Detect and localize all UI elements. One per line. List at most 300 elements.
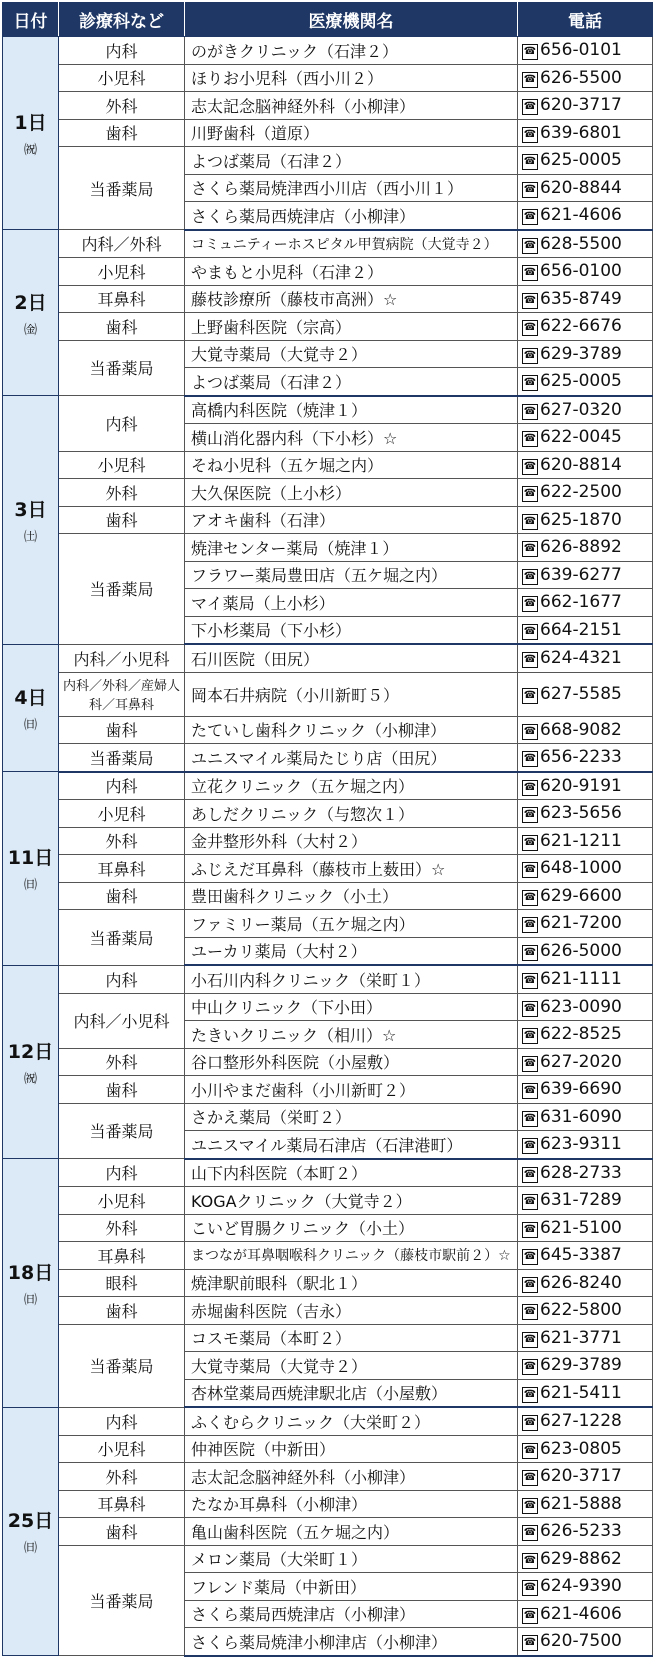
telephone-icon: ☎: [522, 1470, 538, 1486]
telephone-icon: ☎: [522, 99, 538, 115]
institution-cell: さくら薬局西焼津店（小柳津）: [185, 1600, 518, 1628]
telephone-number: 624-9390: [540, 1576, 622, 1597]
table-row: [3, 1159, 653, 1187]
date-day: 1日: [14, 112, 47, 134]
telephone-cell: [518, 937, 653, 965]
telephone-number: 622-6676: [540, 316, 622, 337]
telephone-cell: [518, 1297, 653, 1325]
telephone-cell: [518, 616, 653, 644]
telephone-icon: ☎: [522, 1028, 538, 1044]
department-cell: 内科／小児科: [59, 993, 185, 1048]
table-row: [3, 772, 653, 800]
table-row: [3, 672, 653, 716]
telephone-number: 620-8814: [540, 454, 622, 475]
department-cell: 歯科: [59, 119, 185, 147]
institution-cell: 大覚寺薬局（大覚寺２）: [185, 340, 518, 368]
institution-cell: フレンド薬局（中新田）: [185, 1573, 518, 1601]
telephone-icon: ☎: [522, 1056, 538, 1072]
date-day: 18日: [7, 1261, 54, 1284]
department-cell: 当番薬局: [59, 744, 185, 772]
telephone-number: 629-8862: [540, 1548, 622, 1569]
department-cell: 小児科: [59, 258, 185, 286]
telephone-number: 664-2151: [540, 619, 622, 640]
telephone-cell: [518, 716, 653, 744]
telephone-cell: [518, 1628, 653, 1656]
date-weekday: ㈯: [23, 529, 37, 545]
department-cell: 小児科: [59, 1435, 185, 1463]
telephone-icon: ☎: [522, 835, 538, 851]
telephone-number: 629-3789: [540, 1355, 622, 1376]
telephone-cell: [518, 827, 653, 855]
telephone-cell: [518, 672, 653, 716]
table-row: [3, 451, 653, 479]
telephone-cell: [518, 340, 653, 368]
telephone-cell: [518, 285, 653, 313]
telephone-icon: ☎: [522, 1498, 538, 1514]
institution-cell: 志太記念脳神経外科（小柳津）: [185, 92, 518, 120]
telephone-number: 626-5233: [540, 1521, 622, 1542]
telephone-cell: [518, 589, 653, 617]
telephone-cell: [518, 1269, 653, 1297]
telephone-cell: [518, 1159, 653, 1187]
telephone-cell: [518, 1545, 653, 1573]
institution-cell: 杏林堂薬局西焼津駅北店（小屋敷）: [185, 1379, 518, 1407]
telephone-number: 621-3771: [540, 1327, 622, 1348]
table-row: [3, 1187, 653, 1215]
telephone-icon: ☎: [522, 1608, 538, 1624]
table-row: [3, 1324, 653, 1352]
table-row: [3, 1435, 653, 1463]
telephone-number: 622-8525: [540, 1024, 622, 1045]
table-row: [3, 1463, 653, 1491]
institution-cell: ふじえだ耳鼻科（藤枝市上薮田）☆: [185, 855, 518, 883]
table-row: [3, 119, 653, 147]
table-row: [3, 1297, 653, 1325]
telephone-number: 624-4321: [540, 648, 622, 669]
table-row: [3, 744, 653, 772]
telephone-icon: ☎: [522, 751, 538, 767]
telephone-icon: ☎: [522, 1001, 538, 1017]
department-cell: 当番薬局: [59, 1545, 185, 1656]
telephone-icon: ☎: [522, 917, 538, 933]
telephone-number: 623-5656: [540, 803, 622, 824]
telephone-number: 656-2233: [540, 747, 622, 768]
telephone-number: 625-1870: [540, 509, 622, 530]
telephone-icon: ☎: [522, 375, 538, 391]
telephone-cell: [518, 855, 653, 883]
institution-cell: そね小児科（五ケ堀之内）: [185, 451, 518, 479]
table-row: [3, 1269, 653, 1297]
table-row: [3, 534, 653, 562]
department-cell: 耳鼻科: [59, 285, 185, 313]
date-day: 2日: [14, 291, 47, 314]
date-cell: [3, 230, 59, 396]
telephone-number: 621-5100: [540, 1217, 622, 1238]
telephone-icon: ☎: [522, 1635, 538, 1651]
department-cell: 当番薬局: [59, 340, 185, 396]
institution-cell: 高橋内科医院（焼津１）: [185, 396, 518, 424]
institution-cell: 山下内科医院（本町２）: [185, 1159, 518, 1187]
schedule-body: [3, 37, 653, 1656]
telephone-cell: [518, 479, 653, 507]
telephone-icon: ☎: [522, 1194, 538, 1210]
date-day: 4日: [14, 686, 47, 709]
table-row: [3, 965, 653, 993]
telephone-icon: ☎: [522, 182, 538, 198]
telephone-cell: [518, 202, 653, 230]
telephone-number: 631-6090: [540, 1106, 622, 1127]
institution-cell: コミュニティーホスピタル甲賀病院（大覚寺２）: [185, 230, 518, 258]
telephone-cell: [518, 534, 653, 562]
institution-cell: 豊田歯科クリニック（小土）: [185, 882, 518, 910]
telephone-icon: ☎: [522, 486, 538, 502]
department-cell: 耳鼻科: [59, 855, 185, 883]
telephone-icon: ☎: [522, 44, 538, 60]
telephone-cell: [518, 882, 653, 910]
telephone-icon: ☎: [522, 1111, 538, 1127]
telephone-cell: [518, 506, 653, 534]
department-cell: 小児科: [59, 451, 185, 479]
telephone-cell: [518, 1048, 653, 1076]
telephone-number: 639-6801: [540, 122, 622, 143]
telephone-number: 625-0005: [540, 150, 622, 171]
telephone-cell: [518, 1242, 653, 1270]
telephone-number: 625-0005: [540, 371, 622, 392]
table-row: [3, 1214, 653, 1242]
telephone-number: 627-5585: [540, 684, 622, 704]
telephone-number: 648-1000: [540, 858, 622, 879]
department-cell: 歯科: [59, 716, 185, 744]
table-row: [3, 340, 653, 368]
institution-cell: 焼津センター薬局（焼津１）: [185, 534, 518, 562]
table-row: [3, 313, 653, 341]
institution-cell: 小石川内科クリニック（栄町１）: [185, 965, 518, 993]
telephone-number: 635-8749: [540, 288, 622, 309]
institution-cell: 藤枝診療所（藤枝市高洲）☆: [185, 285, 518, 313]
telephone-icon: ☎: [522, 127, 538, 143]
date-weekday: ㈷: [23, 143, 37, 158]
telephone-icon: ☎: [522, 1415, 538, 1431]
table-row: [3, 1242, 653, 1270]
telephone-number: 620-3717: [540, 95, 622, 116]
institution-cell: さくら薬局焼津西小川店（西小川１）: [185, 174, 518, 202]
department-cell: 内科: [59, 396, 185, 452]
department-cell: 歯科: [59, 313, 185, 341]
telephone-number: 627-2020: [540, 1051, 622, 1072]
institution-cell: よつば薬局（石津２）: [185, 368, 518, 396]
telephone-cell: [518, 424, 653, 452]
telephone-cell: [518, 1407, 653, 1435]
header-date: 日付: [3, 3, 59, 37]
telephone-icon: ☎: [522, 624, 538, 640]
telephone-number: 623-9311: [540, 1134, 622, 1155]
telephone-cell: [518, 313, 653, 341]
department-cell: 当番薬局: [59, 534, 185, 645]
institution-cell: ほりお小児科（西小川２）: [185, 64, 518, 92]
institution-cell: ふくむらクリニック（大栄町２）: [185, 1407, 518, 1435]
institution-cell: 小川やまだ歯科（小川新町２）: [185, 1076, 518, 1104]
department-cell: 内科: [59, 1407, 185, 1435]
telephone-cell: [518, 1518, 653, 1546]
department-cell: 内科／小児科: [59, 644, 185, 672]
telephone-number: 621-1111: [540, 969, 622, 990]
telephone-icon: ☎: [522, 1387, 538, 1403]
telephone-icon: ☎: [522, 154, 538, 170]
institution-cell: マイ薬局（上小杉）: [185, 589, 518, 617]
table-row: [3, 827, 653, 855]
telephone-cell: [518, 1490, 653, 1518]
table-row: [3, 1076, 653, 1104]
department-cell: 外科: [59, 1463, 185, 1491]
table-row: [3, 285, 653, 313]
table-row: [3, 644, 653, 672]
institution-cell: 川野歯科（道原）: [185, 119, 518, 147]
telephone-icon: ☎: [522, 807, 538, 823]
table-row: [3, 1048, 653, 1076]
institution-cell: 立花クリニック（五ケ堀之内）: [185, 772, 518, 800]
header-dept: 診療科など: [59, 3, 185, 37]
date-weekday: ㈰: [23, 1541, 37, 1557]
telephone-number: 621-5411: [540, 1382, 622, 1403]
date-cell: [3, 772, 59, 966]
telephone-number: 668-9082: [540, 719, 622, 740]
department-cell: 耳鼻科: [59, 1490, 185, 1518]
telephone-icon: ☎: [522, 945, 538, 961]
telephone-cell: [518, 1103, 653, 1131]
telephone-icon: ☎: [522, 724, 538, 740]
telephone-cell: [518, 258, 653, 286]
date-cell: [3, 1159, 59, 1408]
telephone-cell: [518, 993, 653, 1021]
institution-cell: 大覚寺薬局（大覚寺２）: [185, 1352, 518, 1380]
department-cell: 内科／外科／産婦人科／耳鼻科: [59, 672, 185, 716]
department-cell: 耳鼻科: [59, 1242, 185, 1270]
date-cell: [3, 396, 59, 645]
table-row: [3, 396, 653, 424]
table-row: [3, 1518, 653, 1546]
institution-cell: さかえ薬局（栄町２）: [185, 1103, 518, 1131]
department-cell: 内科: [59, 37, 185, 65]
telephone-cell: [518, 561, 653, 589]
telephone-cell: [518, 800, 653, 828]
telephone-cell: [518, 1435, 653, 1463]
telephone-number: 622-0045: [540, 427, 622, 448]
telephone-cell: [518, 1131, 653, 1159]
institution-cell: 大久保医院（上小杉）: [185, 479, 518, 507]
telephone-icon: ☎: [522, 1304, 538, 1320]
telephone-number: 620-8844: [540, 177, 622, 198]
date-weekday: ㈰: [23, 717, 37, 733]
institution-cell: 赤堀歯科医院（吉永）: [185, 1297, 518, 1325]
telephone-cell: [518, 1021, 653, 1049]
telephone-number: 626-8240: [540, 1272, 622, 1293]
telephone-icon: ☎: [522, 265, 538, 281]
institution-cell: 横山消化器内科（下小杉）☆: [185, 424, 518, 452]
telephone-number: 656-0100: [540, 261, 622, 282]
institution-cell: KOGAクリニック（大覚寺２）: [185, 1187, 518, 1215]
telephone-number: 631-7289: [540, 1190, 622, 1211]
telephone-icon: ☎: [522, 596, 538, 612]
table-row: [3, 855, 653, 883]
telephone-number: 626-5500: [540, 67, 622, 88]
telephone-cell: [518, 744, 653, 772]
telephone-cell: [518, 1600, 653, 1628]
telephone-number: 620-7500: [540, 1631, 622, 1652]
telephone-cell: [518, 772, 653, 800]
institution-cell: メロン薬局（大栄町１）: [185, 1545, 518, 1573]
department-cell: 当番薬局: [59, 147, 185, 230]
department-cell: 小児科: [59, 1187, 185, 1215]
telephone-icon: ☎: [522, 688, 538, 704]
telephone-cell: [518, 119, 653, 147]
table-row: [3, 1103, 653, 1131]
institution-cell: さくら薬局西焼津店（小柳津）: [185, 202, 518, 230]
institution-cell: コスモ薬局（本町２）: [185, 1324, 518, 1352]
telephone-number: 626-8892: [540, 537, 622, 558]
department-cell: 外科: [59, 1214, 185, 1242]
telephone-number: 621-1211: [540, 830, 622, 851]
department-cell: 歯科: [59, 882, 185, 910]
department-cell: 当番薬局: [59, 1324, 185, 1407]
telephone-icon: ☎: [522, 1525, 538, 1541]
telephone-number: 621-5888: [540, 1493, 622, 1514]
telephone-number: 620-3717: [540, 1466, 622, 1487]
telephone-number: 639-6690: [540, 1079, 622, 1100]
table-row: [3, 37, 653, 65]
telephone-cell: [518, 1463, 653, 1491]
institution-cell: さくら薬局焼津小柳津店（小柳津）: [185, 1628, 518, 1656]
table-row: [3, 64, 653, 92]
header-telephone: 電話: [518, 3, 653, 37]
department-cell: 外科: [59, 479, 185, 507]
telephone-cell: [518, 147, 653, 175]
telephone-cell: [518, 1214, 653, 1242]
telephone-cell: [518, 1076, 653, 1104]
table-row: [3, 716, 653, 744]
department-cell: 歯科: [59, 1518, 185, 1546]
department-cell: 歯科: [59, 1076, 185, 1104]
table-row: [3, 479, 653, 507]
telephone-cell: [518, 910, 653, 938]
telephone-icon: ☎: [522, 862, 538, 878]
department-cell: 内科: [59, 772, 185, 800]
telephone-icon: ☎: [522, 1359, 538, 1375]
department-cell: 当番薬局: [59, 910, 185, 966]
institution-cell: 中山クリニック（下小田）: [185, 993, 518, 1021]
telephone-number: 623-0805: [540, 1438, 622, 1459]
telephone-icon: ☎: [522, 652, 538, 668]
telephone-number: 627-1228: [540, 1411, 622, 1432]
telephone-number: 626-5000: [540, 940, 622, 961]
date-weekday: ㈷: [23, 1071, 37, 1087]
telephone-icon: ☎: [522, 1222, 538, 1238]
telephone-icon: ☎: [522, 569, 538, 585]
telephone-number: 656-0101: [540, 40, 622, 61]
department-cell: 外科: [59, 827, 185, 855]
department-cell: 眼科: [59, 1269, 185, 1297]
institution-cell: ファミリー薬局（五ケ堀之内）: [185, 910, 518, 938]
telephone-cell: [518, 1573, 653, 1601]
telephone-icon: ☎: [522, 1167, 538, 1183]
institution-cell: よつば薬局（石津２）: [185, 147, 518, 175]
institution-cell: 金井整形外科（大村２）: [185, 827, 518, 855]
department-cell: 歯科: [59, 506, 185, 534]
telephone-number: 623-0090: [540, 996, 622, 1017]
department-cell: 内科／外科: [59, 230, 185, 258]
telephone-number: 622-5800: [540, 1300, 622, 1321]
institution-cell: こいど胃腸クリニック（小土）: [185, 1214, 518, 1242]
institution-cell: 谷口整形外科医院（小屋敷）: [185, 1048, 518, 1076]
date-day: 11日: [7, 847, 54, 870]
telephone-icon: ☎: [522, 238, 538, 254]
institution-cell: アオキ歯科（石津）: [185, 506, 518, 534]
table-row: [3, 1545, 653, 1573]
department-cell: 外科: [59, 92, 185, 120]
telephone-number: 621-7200: [540, 913, 622, 934]
institution-cell: 下小杉薬局（下小杉）: [185, 616, 518, 644]
date-day: 25日: [7, 1510, 54, 1533]
telephone-cell: [518, 965, 653, 993]
telephone-number: 620-9191: [540, 775, 622, 796]
table-row: [3, 1490, 653, 1518]
telephone-icon: ☎: [522, 973, 538, 989]
telephone-number: 645-3387: [540, 1245, 622, 1266]
telephone-number: 662-1677: [540, 592, 622, 613]
telephone-icon: ☎: [522, 1083, 538, 1099]
institution-cell: 岡本石井病院（小川新町５）: [185, 672, 518, 716]
table-header-row: [3, 3, 653, 37]
institution-cell: たなか耳鼻科（小柳津）: [185, 1490, 518, 1518]
telephone-cell: [518, 1379, 653, 1407]
date-cell: [3, 37, 59, 230]
telephone-number: 627-0320: [540, 399, 622, 420]
table-row: [3, 506, 653, 534]
date-cell: [3, 965, 59, 1159]
telephone-icon: ☎: [522, 1277, 538, 1293]
date-weekday: ㈮: [23, 322, 37, 338]
table-row: [3, 882, 653, 910]
telephone-icon: ☎: [522, 293, 538, 309]
table-row: [3, 92, 653, 120]
institution-cell: 焼津駅前眼科（駅北１）: [185, 1269, 518, 1297]
institution-cell: たきいクリニック（相川）☆: [185, 1021, 518, 1049]
table-row: [3, 910, 653, 938]
telephone-icon: ☎: [522, 541, 538, 557]
telephone-cell: [518, 92, 653, 120]
date-weekday: ㈰: [23, 878, 37, 894]
table-row: [3, 258, 653, 286]
department-cell: 外科: [59, 1048, 185, 1076]
institution-cell: ユニスマイル薬局石津店（石津港町）: [185, 1131, 518, 1159]
telephone-icon: ☎: [522, 209, 538, 225]
telephone-icon: ☎: [522, 404, 538, 420]
telephone-cell: [518, 368, 653, 396]
institution-cell: やまもと小児科（石津２）: [185, 258, 518, 286]
telephone-cell: [518, 1352, 653, 1380]
table-row: [3, 1407, 653, 1435]
institution-cell: 亀山歯科医院（五ケ堀之内）: [185, 1518, 518, 1546]
telephone-icon: ☎: [522, 1332, 538, 1348]
institution-cell: 志太記念脳神経外科（小柳津）: [185, 1463, 518, 1491]
department-cell: 小児科: [59, 800, 185, 828]
telephone-icon: ☎: [522, 459, 538, 475]
telephone-number: 628-5500: [540, 233, 622, 254]
date-weekday: ㈰: [23, 1292, 37, 1308]
institution-cell: ユニスマイル薬局たじり店（田尻）: [185, 744, 518, 772]
telephone-number: 629-3789: [540, 343, 622, 364]
telephone-number: 621-4606: [540, 1603, 622, 1624]
date-day: 12日: [7, 1040, 54, 1063]
